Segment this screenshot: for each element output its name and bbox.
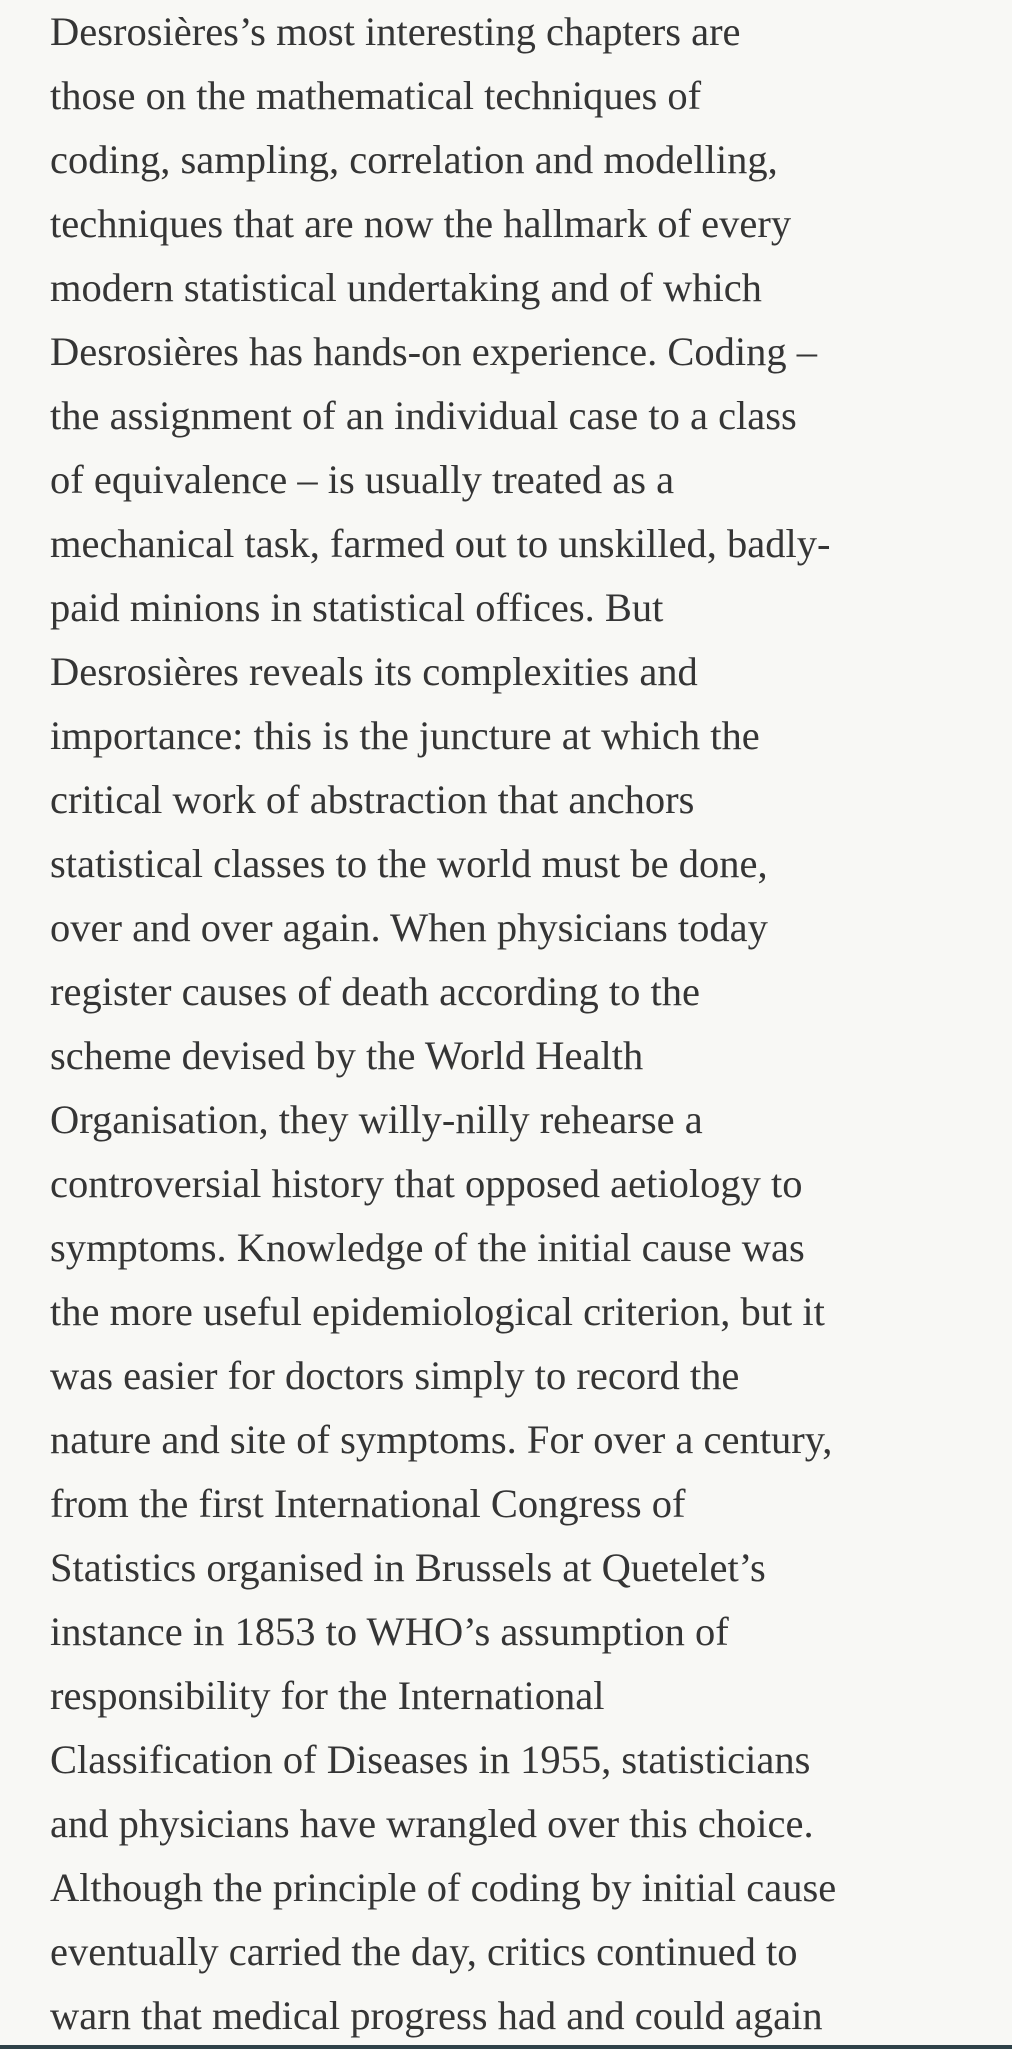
article-line-17: scheme devised by the World Health	[50, 1033, 644, 1078]
article-line-3: coding, sampling, correlation and modelling,	[50, 137, 778, 182]
article-line-6: Desrosières has hands-on experience. Coding –	[50, 329, 818, 374]
article-line-12: importance: this is the juncture at which the	[50, 713, 760, 758]
article-line-32: warn that medical progress had and could again	[50, 1993, 823, 2038]
article-line-10: paid minions in statistical offices. But	[50, 585, 664, 630]
article-paragraph	[50, 0, 990, 2048]
article-line-2: those on the mathematical techniques of	[50, 73, 702, 118]
article-line-23: nature and site of symptoms. For over a century,	[50, 1417, 833, 1462]
article-line-24: from the first International Congress of	[50, 1481, 686, 1526]
article-line-26: instance in 1853 to WHO’s assumption of	[50, 1609, 729, 1654]
article-line-20: symptoms. Knowledge of the initial cause was	[50, 1225, 805, 1270]
article-line-31: eventually carried the day, critics continued to	[50, 1929, 798, 1974]
article-line-30: Although the principle of coding by initial cause	[50, 1865, 837, 1910]
article-line-27: responsibility for the International	[50, 1673, 605, 1718]
article-line-5: modern statistical undertaking and of which	[50, 265, 762, 310]
article-line-19: controversial history that opposed aetiology to	[50, 1161, 803, 1206]
article-line-14: statistical classes to the world must be done,	[50, 841, 768, 886]
article-line-22: was easier for doctors simply to record the	[50, 1353, 740, 1398]
article-line-1: Desrosières’s most interesting chapters are	[50, 9, 741, 54]
article-line-18: Organisation, they willy-nilly rehearse a	[50, 1097, 703, 1142]
article-line-8: of equivalence – is usually treated as a	[50, 457, 675, 502]
article-line-15: over and over again. When physicians today	[50, 905, 768, 950]
article-line-13: critical work of abstraction that anchors	[50, 777, 695, 822]
bottom-bar-edge	[0, 2045, 1012, 2049]
article-line-16: register causes of death according to the	[50, 969, 700, 1014]
article-line-21: the more useful epidemiological criterion, but it	[50, 1289, 825, 1334]
article-line-25: Statistics organised in Brussels at Quetelet’s	[50, 1545, 766, 1590]
article-line-11: Desrosières reveals its complexities and	[50, 649, 698, 694]
article-line-29: and physicians have wrangled over this choice.	[50, 1801, 814, 1846]
article-line-28: Classification of Diseases in 1955, statisticians	[50, 1737, 811, 1782]
article-line-4: techniques that are now the hallmark of every	[50, 201, 792, 246]
article-line-7: the assignment of an individual case to a class	[50, 393, 797, 438]
article-line-9: mechanical task, farmed out to unskilled, badly-	[50, 521, 831, 566]
